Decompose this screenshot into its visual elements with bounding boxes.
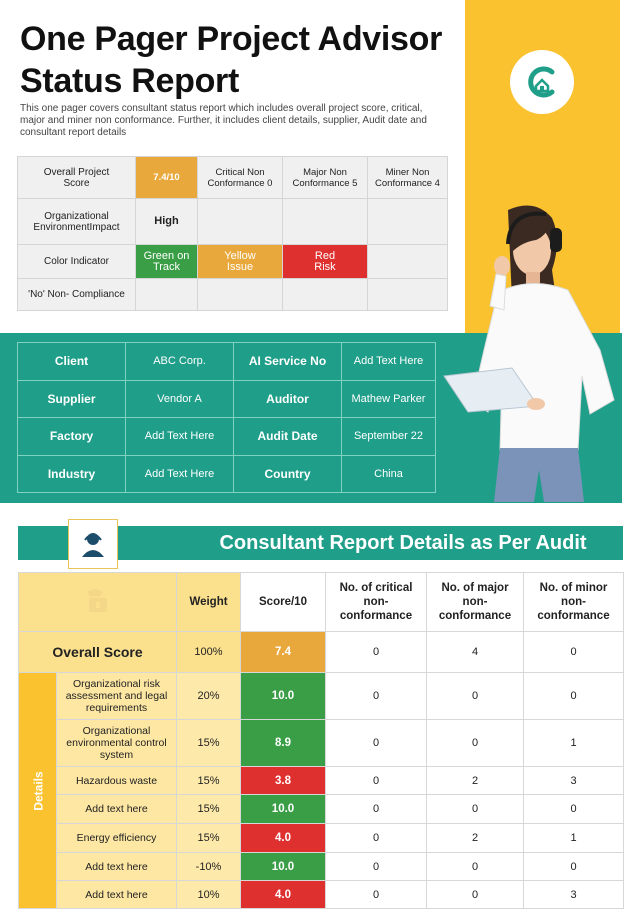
minor-header: No. of minor non-conformance: [524, 573, 624, 632]
row-minor: 3: [524, 881, 624, 909]
empty-cell: [198, 199, 283, 245]
info-value: Add Text Here: [126, 418, 234, 456]
row-label: Organizational environmental control system: [57, 720, 177, 767]
critical-nc-label: Critical Non Conformance 0: [198, 157, 283, 199]
row-critical: 0: [326, 853, 427, 881]
row-major: 0: [427, 853, 524, 881]
env-impact-label: Organizational EnvironmentImpact: [18, 199, 136, 245]
row-major: 0: [427, 881, 524, 909]
critical-header: No. of critical non-conformance: [326, 573, 427, 632]
info-value: China: [342, 455, 436, 493]
empty-cell: [368, 199, 448, 245]
row-major: 2: [427, 767, 524, 795]
env-impact-value: High: [136, 199, 198, 245]
empty-cell: [198, 279, 283, 311]
row-score: 10.0: [241, 795, 326, 824]
row-score: 10.0: [241, 673, 326, 720]
color-indicator-label: Color Indicator: [18, 245, 136, 279]
overall-critical: 0: [326, 632, 427, 673]
row-score: 4.0: [241, 881, 326, 909]
row-score: 10.0: [241, 853, 326, 881]
details-label: Details: [31, 770, 46, 811]
overall-score-value: 7.4/10: [136, 157, 198, 199]
info-value: Add Text Here: [342, 343, 436, 381]
row-weight: 15%: [177, 720, 241, 767]
headset-avatar-icon: [68, 519, 118, 569]
row-critical: 0: [326, 673, 427, 720]
red-indicator: Red Risk: [283, 245, 368, 279]
overall-minor: 0: [524, 632, 624, 673]
info-value: ABC Corp.: [126, 343, 234, 381]
info-label: Client: [18, 343, 126, 381]
row-score: 3.8: [241, 767, 326, 795]
row-weight: 15%: [177, 767, 241, 795]
row-weight: 20%: [177, 673, 241, 720]
row-weight: 15%: [177, 795, 241, 824]
row-weight: 10%: [177, 881, 241, 909]
overall-major: 4: [427, 632, 524, 673]
empty-cell: [136, 279, 198, 311]
row-minor: 1: [524, 824, 624, 853]
overall-score-label: Overall Project Score: [18, 157, 136, 199]
major-nc-label: Major Non Conformance 5: [283, 157, 368, 199]
info-label: Factory: [18, 418, 126, 456]
row-minor: 3: [524, 767, 624, 795]
row-critical: 0: [326, 795, 427, 824]
weight-header: Weight: [177, 573, 241, 632]
row-critical: 0: [326, 767, 427, 795]
row-label: Add text here: [57, 795, 177, 824]
row-critical: 0: [326, 720, 427, 767]
row-minor: 0: [524, 853, 624, 881]
page-description: This one pager covers consultant status report which includes overall project score, critical, major and miner non conformance. Further, it includes client details, supplier, Audit date and consultant report details: [20, 103, 427, 138]
info-value: Mathew Parker: [342, 380, 436, 418]
page-title: One Pager Project Advisor Status Report: [20, 20, 443, 100]
row-critical: 0: [326, 881, 427, 909]
phone-box-icon: [19, 573, 177, 632]
client-info-table: [17, 342, 436, 493]
yellow-indicator: Yellow Issue: [198, 245, 283, 279]
empty-cell: [368, 245, 448, 279]
empty-cell: [283, 199, 368, 245]
empty-cell: [368, 279, 448, 311]
overall-score-row-label: Overall Score: [19, 632, 177, 673]
info-label: Audit Date: [234, 418, 342, 456]
row-minor: 0: [524, 673, 624, 720]
row-label: Add text here: [57, 881, 177, 909]
row-major: 2: [427, 824, 524, 853]
row-minor: 1: [524, 720, 624, 767]
info-label: Supplier: [18, 380, 126, 418]
empty-cell: [283, 279, 368, 311]
info-value: September 22: [342, 418, 436, 456]
row-label: Organizational risk assessment and legal requirements: [57, 673, 177, 720]
row-major: 0: [427, 673, 524, 720]
info-value: Add Text Here: [126, 455, 234, 493]
row-critical: 0: [326, 824, 427, 853]
green-indicator: Green on Track: [136, 245, 198, 279]
summary-table: [17, 156, 448, 311]
row-weight: -10%: [177, 853, 241, 881]
report-table: [18, 572, 624, 909]
overall-score: 7.4: [241, 632, 326, 673]
details-side-label: [19, 673, 57, 909]
row-label: Hazardous waste: [57, 767, 177, 795]
overall-weight: 100%: [177, 632, 241, 673]
info-value: Vendor A: [126, 380, 234, 418]
no-compliance-label: 'No' Non- Compliance: [18, 279, 136, 311]
row-major: 0: [427, 795, 524, 824]
info-label: AI Service No: [234, 343, 342, 381]
row-weight: 15%: [177, 824, 241, 853]
major-header: No. of major non-conformance: [427, 573, 524, 632]
person-illustration: [440, 200, 620, 502]
row-label: Add text here: [57, 853, 177, 881]
row-score: 4.0: [241, 824, 326, 853]
row-label: Energy efficiency: [57, 824, 177, 853]
row-major: 0: [427, 720, 524, 767]
row-score: 8.9: [241, 720, 326, 767]
logo-icon: [510, 50, 574, 114]
info-label: Industry: [18, 455, 126, 493]
report-title: Consultant Report Details as Per Audit: [219, 532, 587, 554]
score-header: Score/10: [241, 573, 326, 632]
info-label: Country: [234, 455, 342, 493]
minor-nc-label: Miner Non Conformance 4: [368, 157, 448, 199]
row-minor: 0: [524, 795, 624, 824]
info-label: Auditor: [234, 380, 342, 418]
